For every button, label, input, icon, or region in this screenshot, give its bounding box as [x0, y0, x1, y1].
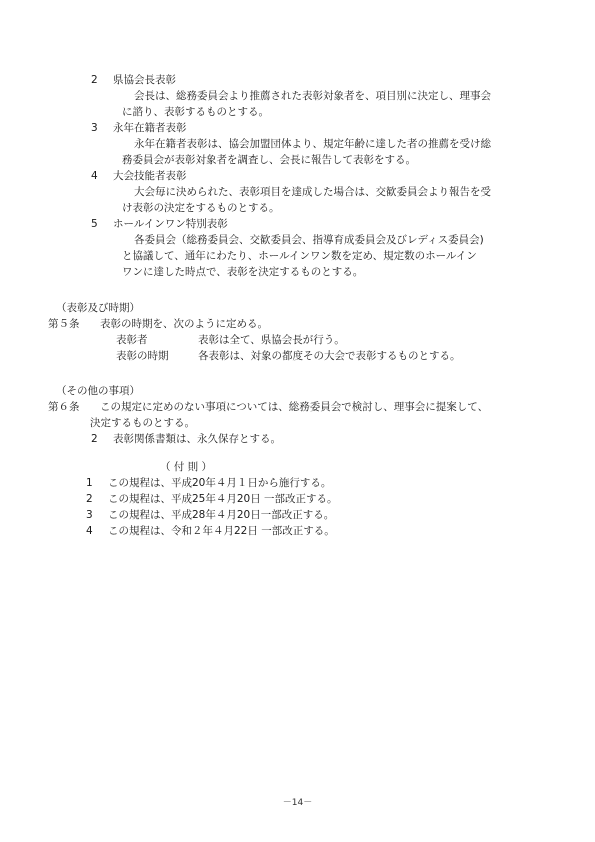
art5-label: 第５条 [48, 318, 80, 330]
page-number: －14－ [282, 798, 313, 808]
art5-row2-label: 表彰の時期 [116, 350, 169, 362]
supplementary-heading: （ 付 則 ） [160, 461, 213, 473]
s2-title: 県協会長表彰 [113, 74, 176, 86]
supplementary-number: 4 [86, 525, 93, 537]
art6-label: 第６条 [48, 401, 80, 413]
supplementary-number: 1 [86, 477, 93, 489]
art6-text-line1: この規定に定めのない事項については、総務委員会で検討し、理事会に提案して、 [100, 401, 489, 413]
s3-body-line2: 務委員会が表彰対象者を調査し、会長に報告して表彰をする。 [122, 154, 416, 166]
supplementary-number: 3 [86, 509, 93, 521]
supplementary-text: この規程は、平成20年４月１日から施行する。 [108, 477, 332, 489]
art5-text: 表彰の時期を、次のように定める。 [100, 318, 268, 330]
s5-title: ホールインワン特別表彰 [113, 218, 228, 230]
s2-body-line1: 会長は、総務委員会より推薦された表彰対象者を、項目別に決定し、理事会 [134, 90, 491, 102]
s2-number: 2 [91, 74, 98, 86]
s3-number: 3 [91, 122, 98, 134]
s5-body-line2: と協議して、通年にわたり、ホールインワン数を定め、規定数のホールイン [122, 250, 477, 262]
s3-body-line1: 永年在籍者表彰は、協会加盟団体より、規定年齢に達した者の推薦を受け総 [134, 138, 491, 150]
art5-row1-label: 表彰者 [116, 334, 148, 346]
s4-number: 4 [91, 170, 98, 182]
s3-title: 永年在籍者表彰 [113, 122, 187, 134]
supplementary-text: この規程は、平成28年４月20日一部改正する。 [108, 509, 335, 521]
s5-body-line1: 各委員会（総務委員会、交歓委員会、指導育成委員会及びレディス委員会) [134, 234, 484, 246]
supplementary-text: この規程は、平成25年４月20日 一部改正する。 [108, 493, 338, 505]
art6-text-line2: 決定するものとする。 [90, 417, 195, 429]
art6-para2-text: 表彰関係書類は、永久保存とする。 [113, 433, 281, 445]
supplementary-text: この規程は、令和２年４月22日 一部改正する。 [108, 525, 335, 537]
s2-body-line2: に諮り、表彰するものとする。 [122, 106, 269, 118]
art5-row2-value: 各表彰は、対象の都度その大会で表彰するものとする。 [198, 350, 461, 362]
art5-row1-value: 表彰は全て、県協会長が行う。 [198, 334, 345, 346]
art6-heading: （その他の事項） [56, 385, 140, 397]
s4-body-line2: け表彰の決定をするものとする。 [122, 202, 280, 214]
s4-title: 大会技能者表彰 [113, 170, 187, 182]
s4-body-line1: 大会毎に決められた、表彰項目を達成した場合は、交歓委員会より報告を受 [134, 186, 491, 198]
s5-body-line3: ワンに達した時点で、表彰を決定するものとする。 [122, 266, 364, 278]
supplementary-number: 2 [86, 493, 93, 505]
art6-para2-number: 2 [91, 433, 98, 445]
art5-heading: （表彰及び時期） [56, 302, 140, 314]
s5-number: 5 [91, 218, 98, 230]
